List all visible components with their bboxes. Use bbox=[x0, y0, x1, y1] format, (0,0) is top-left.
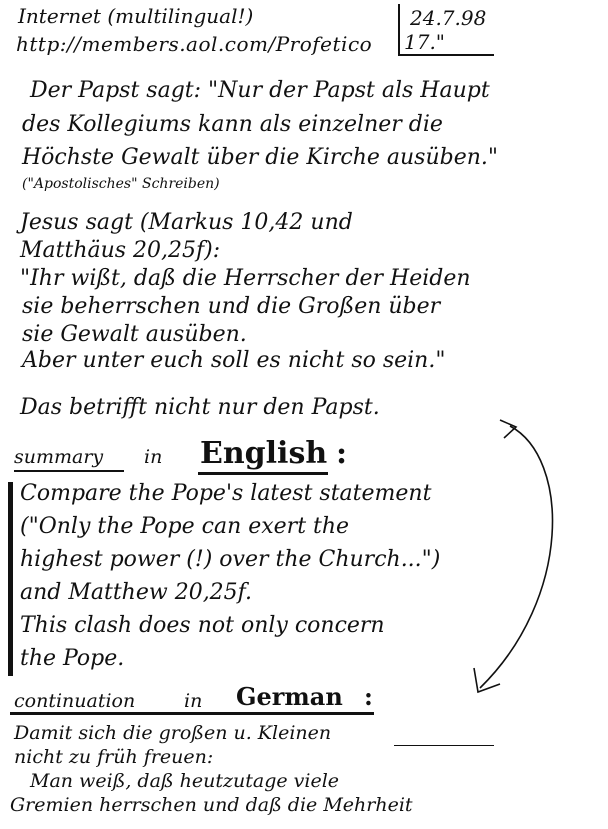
english-underline bbox=[198, 472, 328, 475]
english-line-3: highest power (!) over the Church...") bbox=[20, 547, 441, 572]
continuation-line-4: Gremien herrschen und daß die Mehrheit bbox=[10, 794, 413, 816]
english-line-2: ("Only the Pope can exert the bbox=[20, 514, 350, 539]
jesus-line-4: sie beherrschen und die Großen über bbox=[22, 294, 441, 319]
continuation-underline bbox=[10, 712, 238, 715]
german-source: ("Apostolisches" Schreiben) bbox=[22, 176, 220, 192]
german-line-1: Der Papst sagt: "Nur der Papst als Haupt bbox=[30, 78, 490, 103]
english-line-1: Compare the Pope's latest statement bbox=[20, 481, 432, 506]
jesus-line-5: sie Gewalt ausüben. bbox=[22, 322, 247, 347]
continuation-line-1: Damit sich die großen u. Kleinen bbox=[14, 722, 332, 744]
summary-label: summary bbox=[14, 446, 104, 468]
summary-in: in bbox=[144, 446, 163, 468]
english-line-5: This clash does not only concern bbox=[20, 613, 385, 638]
german-line-3: Höchste Gewalt über die Kirche ausüben." bbox=[22, 145, 499, 170]
continuation-line-3: Man weiß, daß heutzutage viele bbox=[30, 770, 340, 792]
continuation-in: in bbox=[184, 690, 203, 712]
continuation-label: continuation bbox=[14, 690, 136, 712]
english-line-4: and Matthew 20,25f. bbox=[20, 580, 253, 605]
header-url: http://members.aol.com/Profetico bbox=[16, 32, 373, 56]
date: 24.7.98 bbox=[410, 6, 487, 30]
jesus-line-2: Matthäus 20,25f): bbox=[20, 238, 221, 263]
jesus-line-1: Jesus sagt (Markus 10,42 und bbox=[20, 210, 353, 235]
summary-margin-bar bbox=[8, 482, 13, 676]
document-number: 17." bbox=[404, 30, 446, 54]
german-underline bbox=[232, 712, 374, 715]
continuation-colon: : bbox=[364, 682, 373, 711]
summary-underline bbox=[14, 470, 124, 472]
continuation-language: German bbox=[236, 682, 343, 711]
jesus-line-6: Aber unter euch soll es nicht so sein." bbox=[22, 348, 446, 373]
jesus-line-7: Das betrifft nicht nur den Papst. bbox=[20, 395, 380, 420]
arrow-icon bbox=[460, 418, 580, 698]
jesus-line-3: "Ihr wißt, daß die Herrscher der Heiden bbox=[20, 266, 471, 291]
summary-colon: : bbox=[336, 436, 348, 471]
summary-language: English bbox=[200, 436, 328, 471]
german-line-2: des Kollegiums kann als einzelner die bbox=[22, 112, 443, 137]
header-line-1: Internet (multilingual!) bbox=[18, 4, 254, 28]
kleinen-underline bbox=[394, 745, 494, 746]
english-line-6: the Pope. bbox=[20, 646, 125, 671]
continuation-line-2: nicht zu früh freuen: bbox=[14, 746, 214, 768]
